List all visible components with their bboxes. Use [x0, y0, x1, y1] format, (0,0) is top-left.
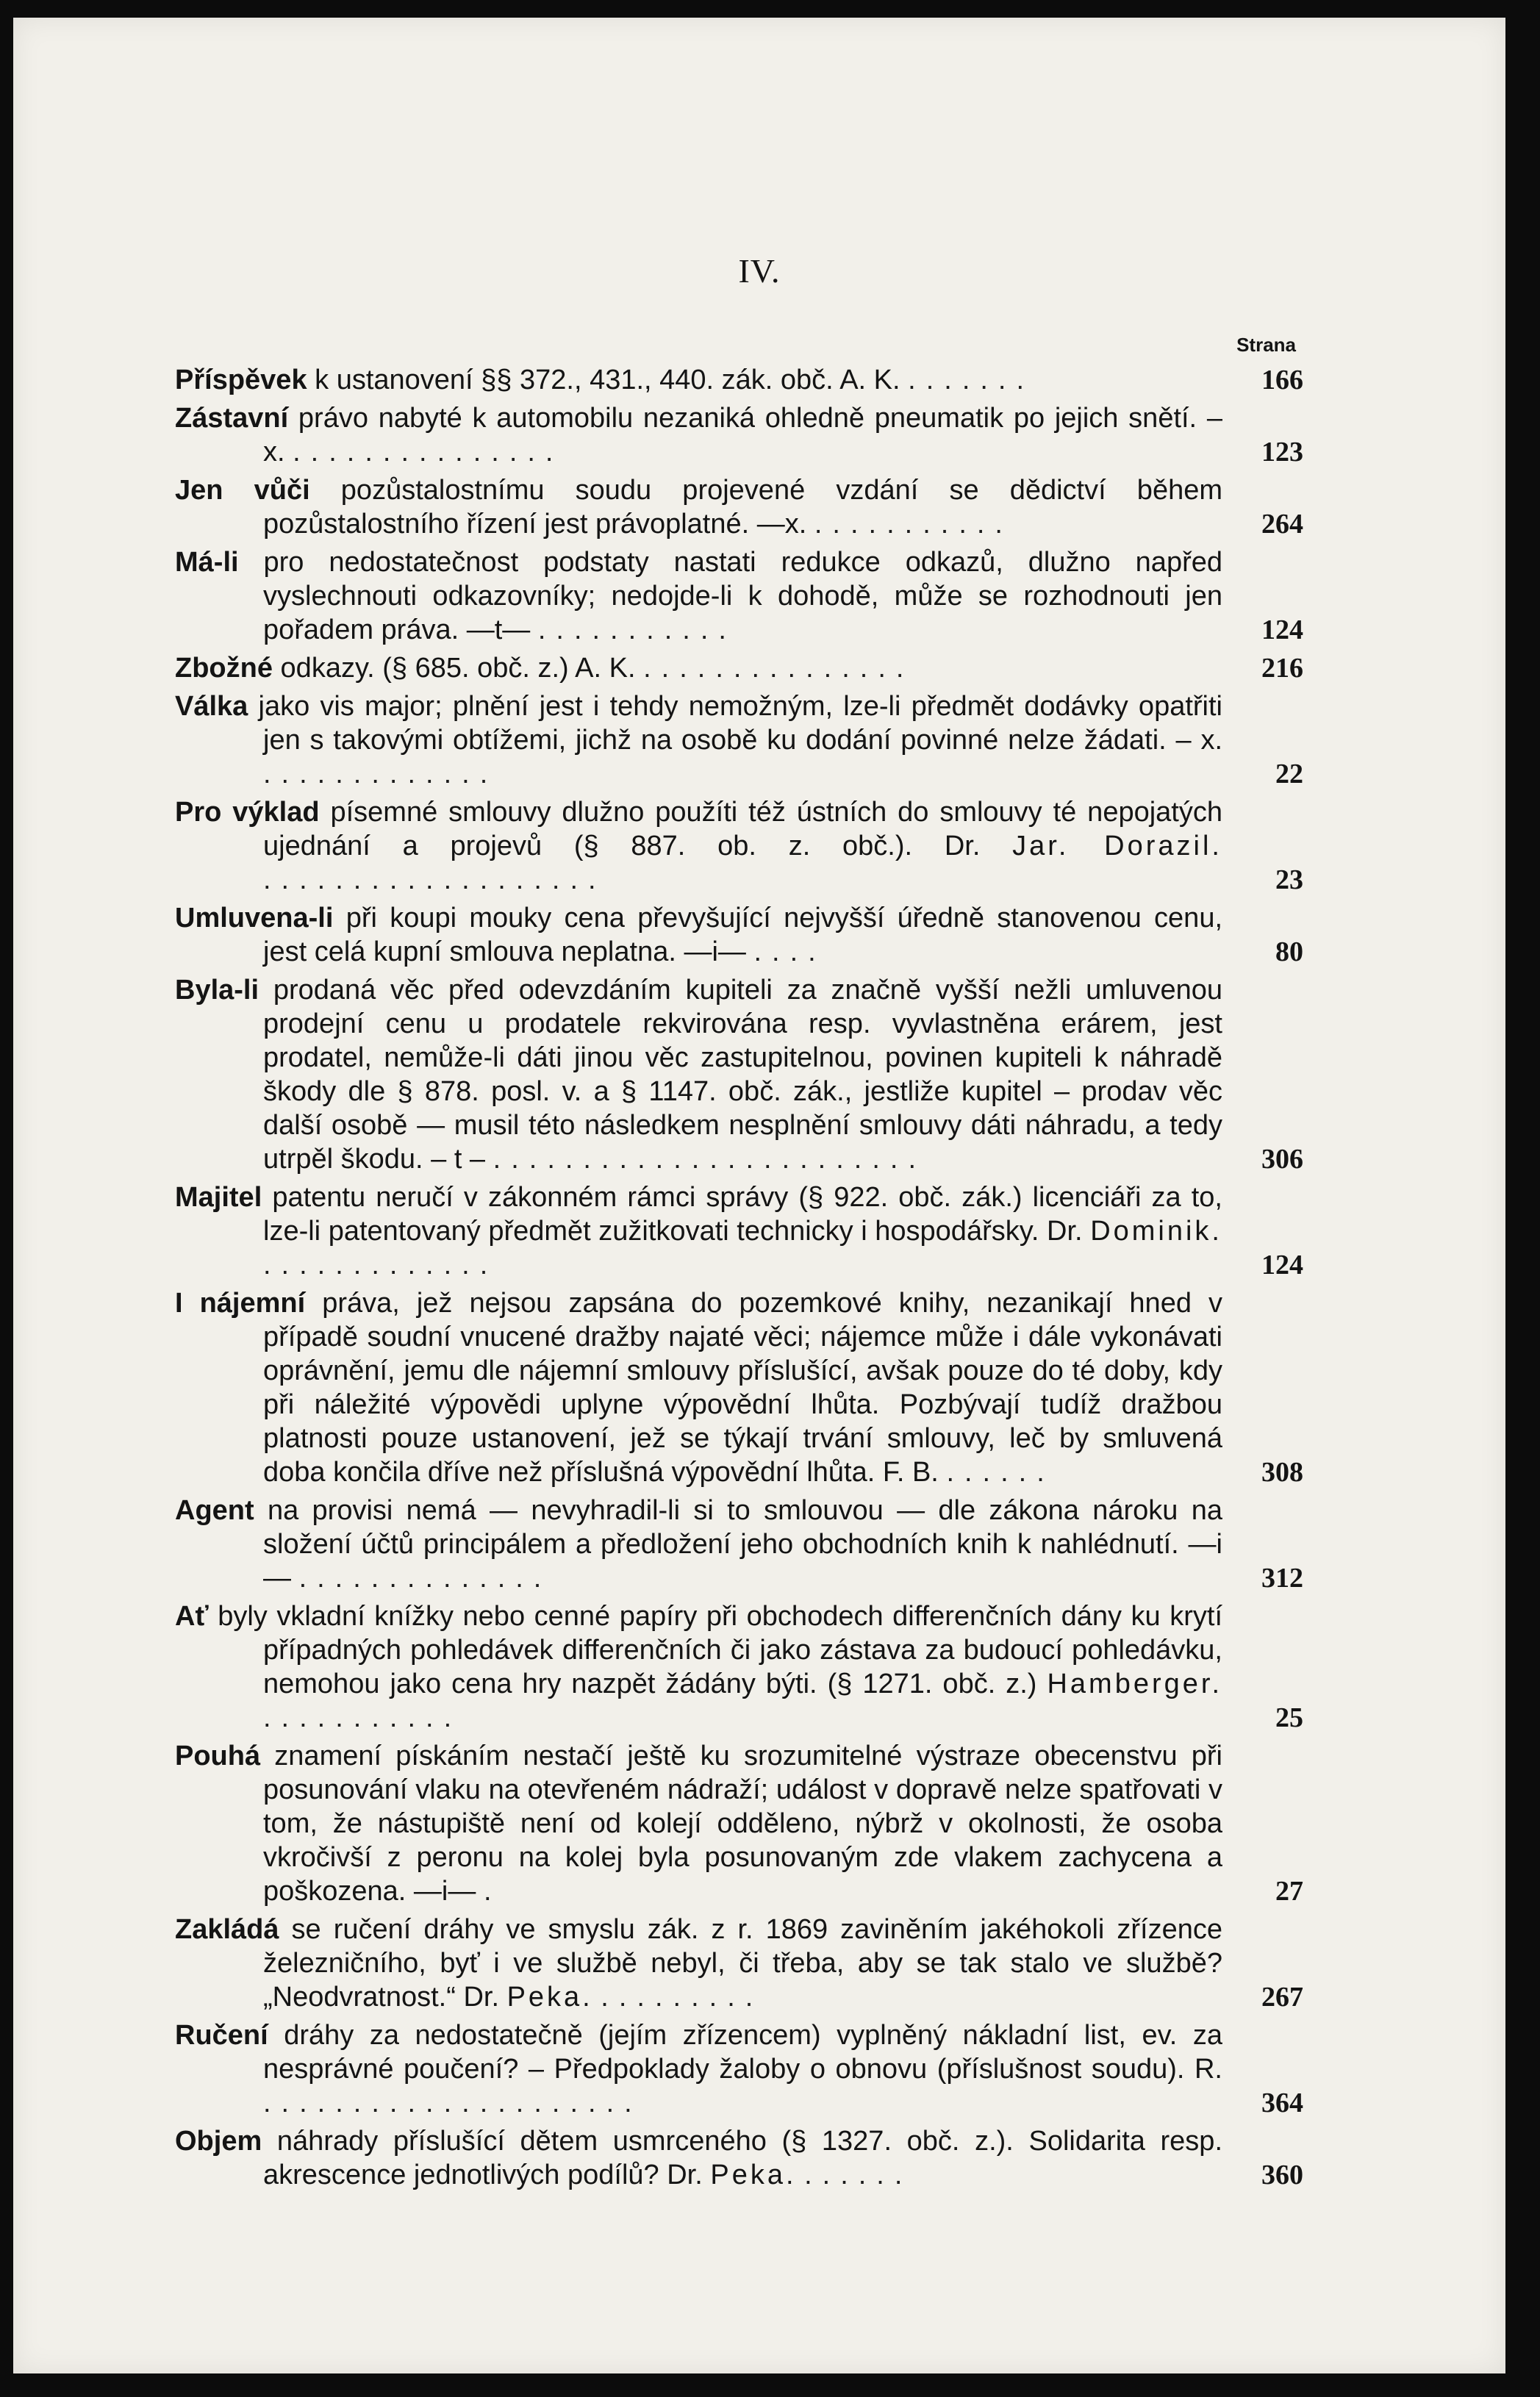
leader-dots: ........... [263, 1702, 462, 1733]
index-entry [175, 1286, 1303, 1489]
entry-lead: Ať [175, 1601, 209, 1632]
index-entry [175, 473, 1303, 541]
entry-text: při koupi mouky cena převyšující nejvyšší úředně stanovenou cenu, jest celá kupní smlouva neplatna. —i— [263, 903, 1223, 967]
entry-page-number: 308 [1261, 1457, 1303, 1488]
index-entry [175, 901, 1303, 969]
leader-dots: . [483, 1876, 502, 1907]
entry-page-number: 80 [1275, 936, 1303, 967]
entry-text: patentu neručí v zákonném rámci správy (§ 922. obč. zák.) licenciáři za to, lze-li patentovaný předmět zužitkovati technicky i hospodářsky. Dr. [263, 1182, 1222, 1247]
index-entry [175, 401, 1303, 469]
entry-lead: Zástavní [175, 403, 289, 434]
entry-lead: Ručení [175, 2020, 268, 2051]
entry-text: pozůstalostnímu soudu projevené vzdání se dědictví během pozůstalostního řízení jest právoplatné. —x. [263, 475, 1222, 540]
index-entries [175, 363, 1303, 2196]
leader-dots: ........................ [493, 1144, 927, 1175]
leader-dots: ......... [601, 1982, 764, 2013]
entry-author: Hamberger. [1047, 1669, 1223, 1699]
entry-page-number: 306 [1261, 1144, 1303, 1175]
index-entry [175, 651, 1303, 685]
entry-text: k ustanovení §§ 372., 431., 440. zák. obč. A. K. [315, 365, 900, 395]
entry-lead: Objem [175, 2126, 262, 2157]
entry-text: pro nedostatečnost podstaty nastati redukce odkazů, dlužno napřed vyslechnouti odkazovníky; nedojde-li k dohodě, může se rozhodnouti jen pořadem práva. —t— [263, 547, 1222, 645]
entry-lead: Zakládá [175, 1914, 279, 1945]
index-entry [175, 545, 1303, 647]
page-column-label: Strana [1236, 334, 1296, 356]
entry-lead: Byla-li [175, 975, 259, 1006]
entry-author: Jar. Dorazil. [1012, 831, 1222, 861]
entry-text: byly vkladní knížky nebo cenné papíry při obchodech differenčních dány ku krytí případných pohledávek differenčních či jako zástava za budoucí pohledávku, nemohou jako cena hry nazpět žádány býti. (§ 1271. obč. z.) [218, 1601, 1223, 1699]
entry-page-number: 166 [1261, 365, 1303, 395]
entry-page-number: 22 [1275, 759, 1303, 789]
entry-lead: Příspěvek [175, 365, 307, 395]
document-page [13, 18, 1505, 2373]
entry-author: Peka. [506, 1982, 593, 2013]
entry-page-number: 267 [1261, 1982, 1303, 2013]
entry-text: se ručení dráhy ve smyslu zák. z r. 1869 zaviněním jakéhokoli zřízence železničního, byť i ve službě nebyl, či třeba, aby se tak stalo ve službě? „Neodvratnost.“ Dr. [263, 1914, 1222, 2013]
index-entry [175, 1180, 1303, 1282]
entry-lead: Agent [175, 1495, 254, 1526]
entry-page-number: 123 [1261, 437, 1303, 467]
index-entry [175, 363, 1303, 397]
leader-dots: ..................... [263, 2088, 642, 2118]
index-entry [175, 1739, 1303, 1908]
leader-dots: ........... [537, 615, 737, 645]
entry-lead: Umluvena-li [175, 903, 334, 934]
entry-text: právo nabyté k automobilu nezaniká ohledně pneumatik po jejich snětí. – x. [263, 403, 1222, 467]
entry-page-number: 364 [1261, 2088, 1303, 2118]
entry-text: náhrady příslušící dětem usmrceného (§ 1327. obč. z.). Solidarita resp. akrescence jednotlivých podílů? Dr. [263, 2126, 1223, 2190]
entry-author: Peka. [710, 2160, 797, 2190]
entry-page-number: 27 [1275, 1876, 1303, 1907]
entry-text: dráhy za nedostatečně (jejím zřízencem) vyplněný nákladní list, ev. za nesprávné poučení? – Předpoklady žaloby o obnovu (příslušnost soudu). R. [263, 2020, 1222, 2085]
index-entry [175, 689, 1303, 791]
entry-page-number: 124 [1261, 1250, 1303, 1280]
entry-lead: I nájemní [175, 1288, 306, 1319]
leader-dots: ...... [804, 2160, 913, 2190]
leader-dots: ........... [814, 509, 1013, 540]
leader-dots: ....... [908, 365, 1035, 395]
entry-page-number: 216 [1261, 653, 1303, 684]
page-title: IV. [738, 252, 781, 290]
entry-text: prodaná věc před odevzdáním kupiteli za značně vyšší nežli umluvenou prodejní cenu u prodatele rekvirována resp. vyvlastněna erárem, jest prodatel, nemůže-li dáti jinou věc zastupitelnou, povinen kupiteli k náhradě škody dle § 878. posl. v. a § 1147. obč. zák., jestliže kupitel – prodav věc další osobě — musil této následkem nesplnění smlouvy dáti náhradu, a tedy utrpěl škodu. – t – [263, 975, 1222, 1175]
leader-dots: .... [753, 936, 826, 967]
entry-page-number: 312 [1261, 1563, 1303, 1594]
entry-lead: Zbožné [175, 653, 273, 684]
entry-page-number: 360 [1261, 2160, 1303, 2190]
entry-page-number: 124 [1261, 615, 1303, 645]
entry-text: na provisi nemá — nevyhradil-li si to smlouvou — dle zákona nároku na složení účtů principálem a předložení jeho obchodních knih k nahlédnutí. —i— [263, 1495, 1222, 1594]
index-entry [175, 795, 1303, 897]
index-entry [175, 1494, 1303, 1595]
index-entry [175, 1913, 1303, 2014]
entry-lead: Pro výklad [175, 797, 320, 828]
leader-dots: ............... [643, 653, 914, 684]
leader-dots: ...... [946, 1457, 1055, 1488]
leader-dots: .............. [298, 1563, 552, 1594]
index-entry [175, 2018, 1303, 2120]
entry-lead: Pouhá [175, 1741, 261, 1771]
entry-lead: Jen vůči [175, 475, 310, 506]
leader-dots: ............... [293, 437, 564, 467]
entry-lead: Má-li [175, 547, 239, 578]
index-entry [175, 973, 1303, 1176]
entry-text: práva, jež nejsou zapsána do pozemkové knihy, nezanikají hned v případě soudní vnucené dražby najaté věci; nájemce může i dále vykonávati oprávnění, jemu dle nájemní smlouvy příslušící, avšak pouze do té doby, kdy při náležité výpovědi uplyne výpovědní lhůta. Pozbývají tudíž dražbou platnosti pouze ustanovení, jež se týkají trvání smlouvy, leč by smluvená doba končila dříve než příslušná výpovědní lhůta. F. B. [263, 1288, 1222, 1488]
entry-text: písemné smlouvy dlužno použíti též ústních do smlouvy té nepojatých ujednání a projevů (§ 887. ob. z. obč.). Dr. [263, 797, 1222, 861]
entry-text: odkazy. (§ 685. obč. z.) A. K. [280, 653, 636, 684]
leader-dots: ............. [263, 1250, 498, 1280]
entry-page-number: 23 [1275, 864, 1303, 895]
entry-page-number: 264 [1261, 509, 1303, 540]
entry-text: znamení pískáním nestačí ještě ku srozumitelné výstraze obecenstvu při posunování vlaku na otevřeném nádraží; událost v dopravě nelze spatřovati v tom, že nástupiště není od kolejí odděleno, nýbrž v okolnosti, že osoba vkročivší z peronu na kolej byla posunovaným zde vlakem zachycena a poškozena. —i— [263, 1741, 1222, 1907]
index-entry [175, 1599, 1303, 1735]
index-entry [175, 2124, 1303, 2192]
leader-dots: ............. [263, 759, 498, 789]
leader-dots: ................... [263, 864, 606, 895]
entry-lead: Majitel [175, 1182, 262, 1213]
entry-author: Dominik. [1090, 1216, 1222, 1247]
entry-page-number: 25 [1275, 1702, 1303, 1733]
entry-text: jako vis major; plnění jest i tehdy nemožným, lze-li předmět dodávky opatřiti jen s takovými obtížemi, jichž na osobě ku dodání povinné nelze žádati. – x. [258, 691, 1222, 756]
entry-lead: Válka [175, 691, 248, 722]
